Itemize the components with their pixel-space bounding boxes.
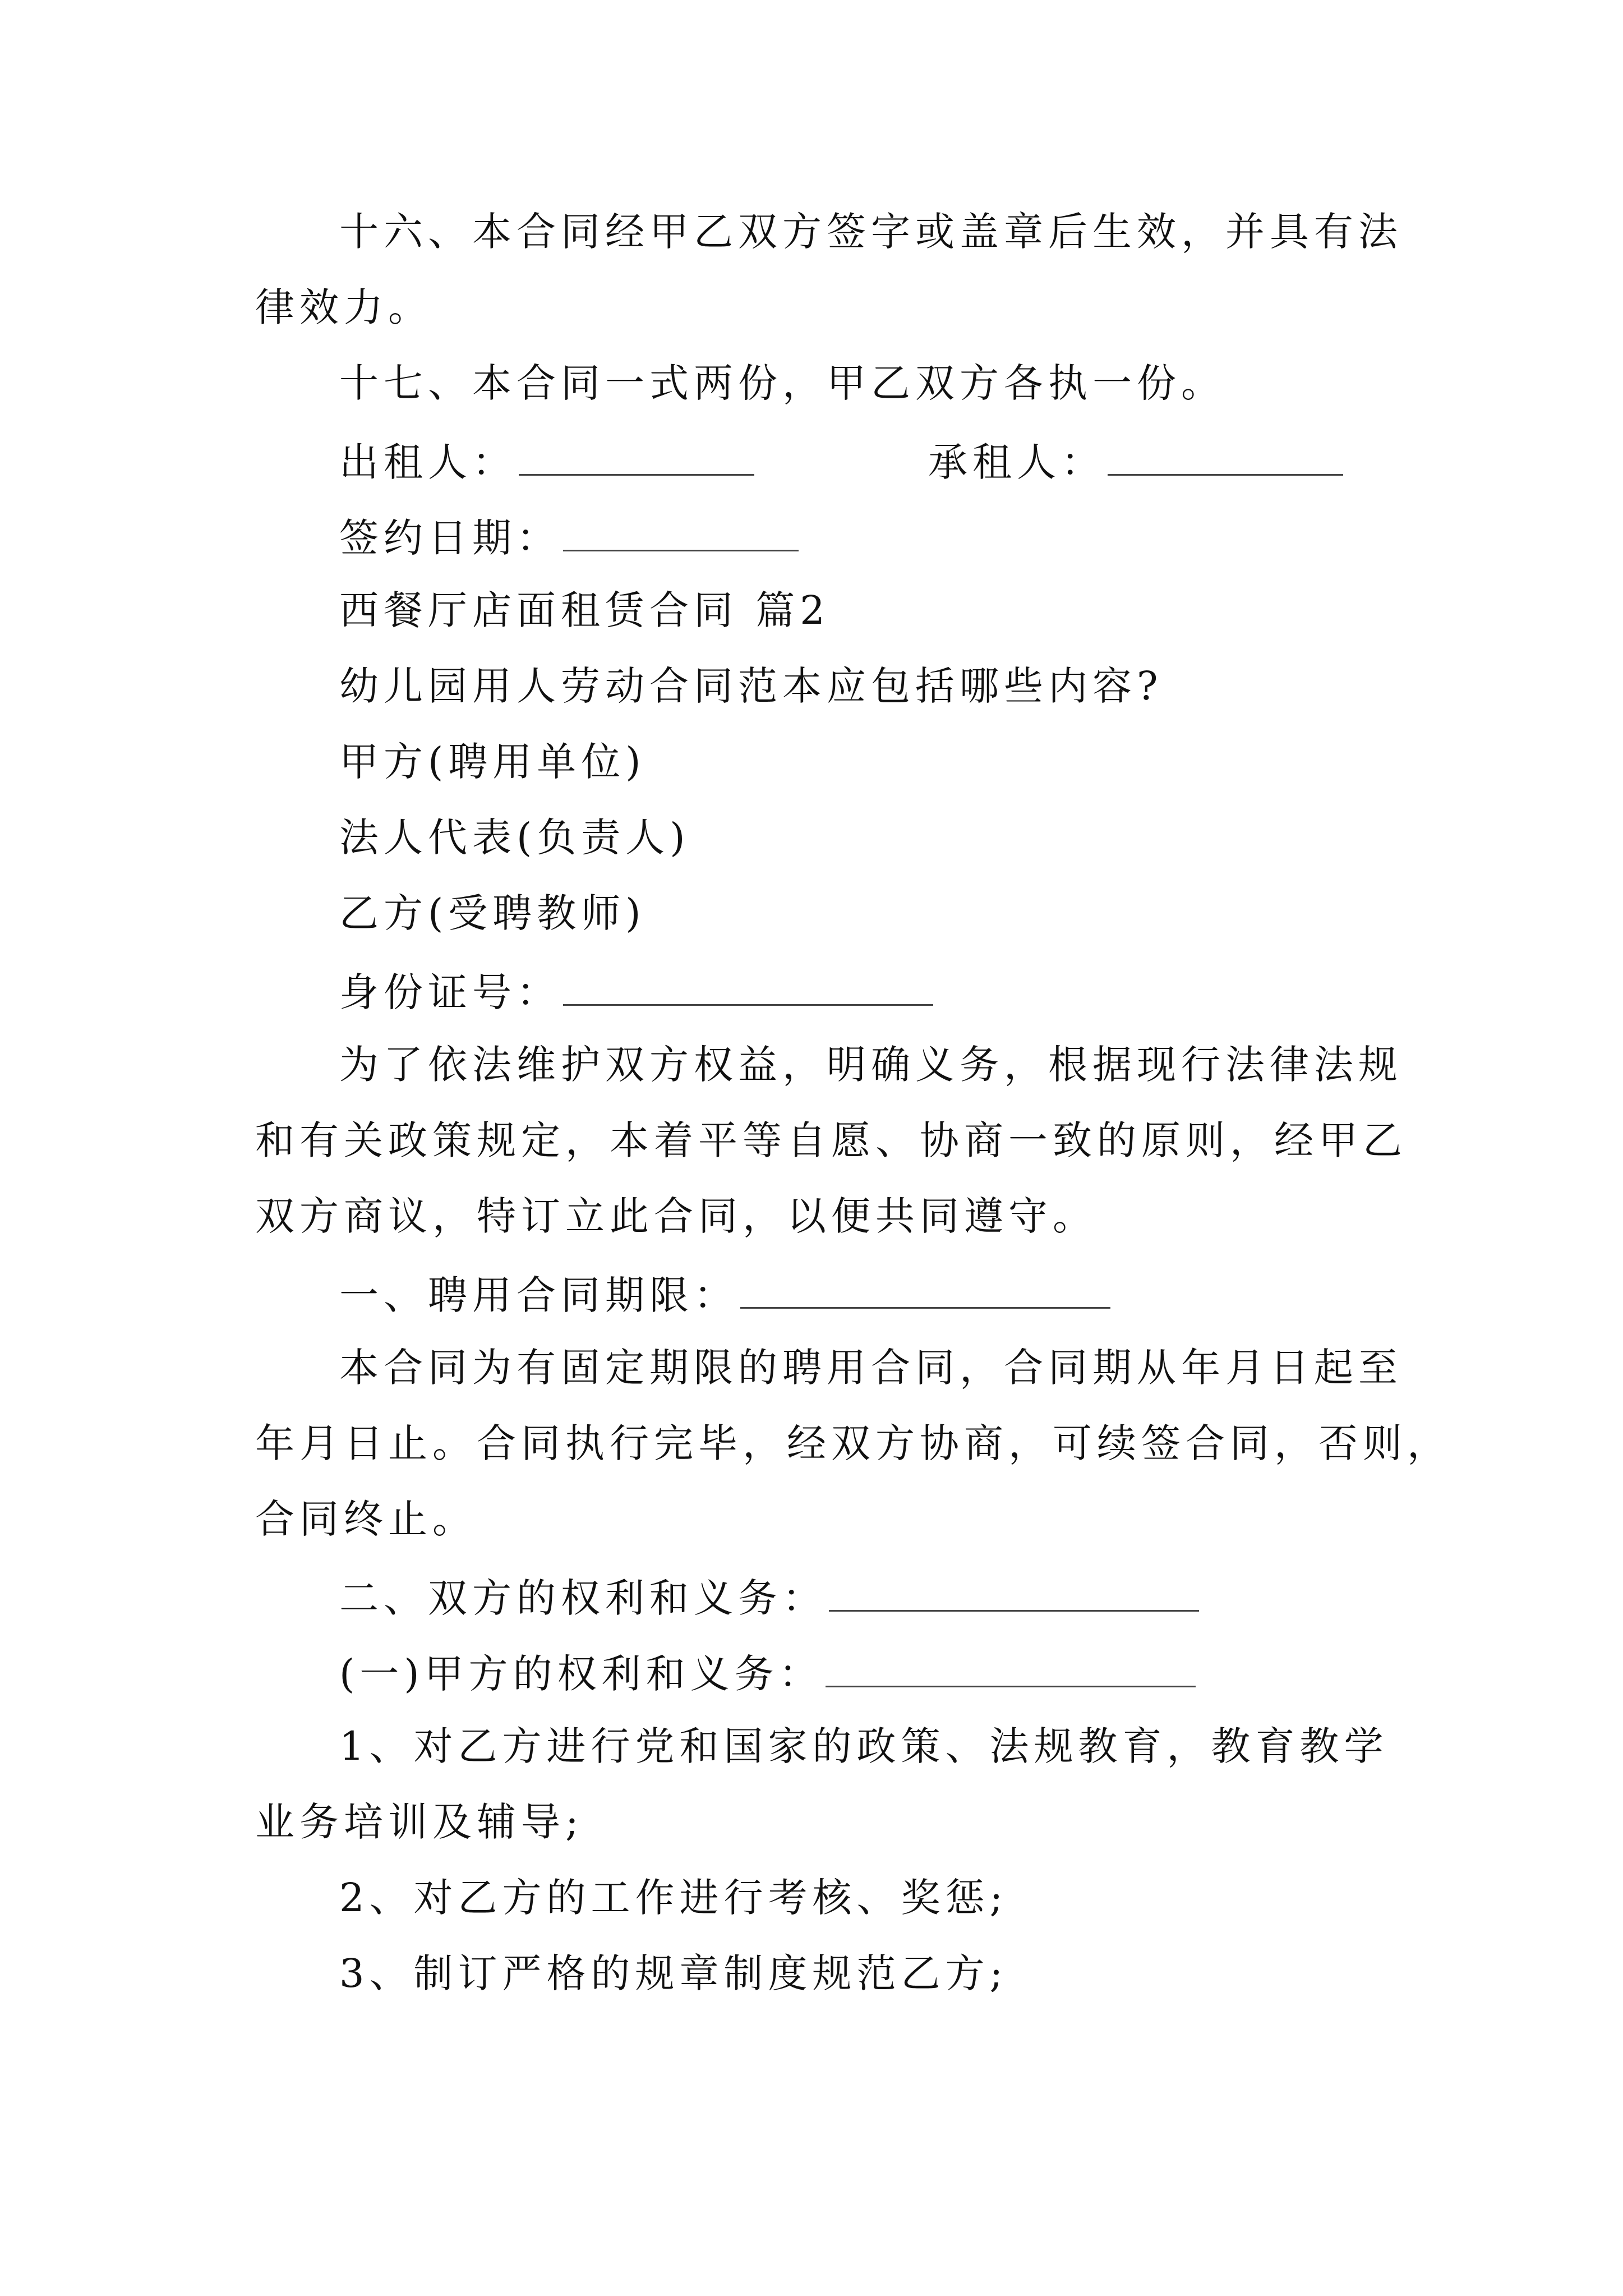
id-number-blank <box>563 969 933 1006</box>
id-number-label: 身份证号： <box>339 969 561 1015</box>
preamble-line-1: 为了依法维护双方权益，明确义务，根据现行法律法规 <box>339 1042 1403 1088</box>
section-heading: 西餐厅店面租赁合同 篇2 <box>339 587 830 633</box>
term-text-line-1: 本合同为有固定期限的聘用合同，合同期从年月日起至 <box>339 1345 1403 1391</box>
term-label: 一、聘用合同期限： <box>339 1272 738 1318</box>
item-3: 3、制订严格的规章制度规范乙方; <box>339 1950 1008 1996</box>
party-b-line: 乙方(受聘教师) <box>339 890 646 936</box>
signature-row <box>339 439 1388 484</box>
party-a-line: 甲方(聘用单位) <box>339 739 646 785</box>
lessee-blank <box>1108 439 1343 476</box>
preamble-line-3: 双方商议，特订立此合同，以便共同遵守。 <box>255 1193 1097 1239</box>
clause-16-line-2: 律效力。 <box>255 284 432 330</box>
clause-16-line-1: 十六、本合同经甲乙双方签字或盖章后生效，并具有法 <box>339 209 1403 255</box>
item-1-line-2: 业务培训及辅导; <box>255 1799 584 1845</box>
rights-row <box>339 1575 1388 1620</box>
term-row <box>339 1272 1388 1317</box>
item-2: 2、对乙方的工作进行考核、奖惩; <box>339 1875 1008 1921</box>
party-a-rights-blank <box>826 1651 1196 1687</box>
sign-date-label: 签约日期： <box>339 515 561 561</box>
item-1-line-1: 1、对乙方进行党和国家的政策、法规教育，教育教学 <box>339 1723 1389 1769</box>
lessor-label: 出租人： <box>339 439 517 485</box>
term-text-line-3: 合同终止。 <box>255 1496 477 1542</box>
preamble-line-2: 和有关政策规定，本着平等自愿、协商一致的原则，经甲乙 <box>255 1117 1407 1163</box>
id-number-row <box>339 969 1388 1014</box>
term-blank <box>740 1272 1110 1309</box>
sign-date-row <box>339 515 1388 560</box>
party-a-rights-label: (一)甲方的权利和义务： <box>339 1651 823 1697</box>
rights-label: 二、双方的权利和义务： <box>339 1575 827 1621</box>
question-line: 幼儿园用人劳动合同范本应包括哪些内容? <box>339 663 1163 709</box>
lessee-label: 承租人： <box>928 439 1105 485</box>
lessor-blank <box>519 439 754 476</box>
rights-blank <box>829 1575 1199 1612</box>
term-text-line-2: 年月日止。合同执行完毕，经双方协商，可续签合同，否则， <box>255 1420 1451 1466</box>
party-a-rights-row <box>339 1651 1388 1696</box>
sign-date-blank <box>563 515 799 551</box>
clause-17: 十七、本合同一式两份，甲乙双方各执一份。 <box>339 360 1225 406</box>
legal-rep-line: 法人代表(负责人) <box>339 815 690 861</box>
